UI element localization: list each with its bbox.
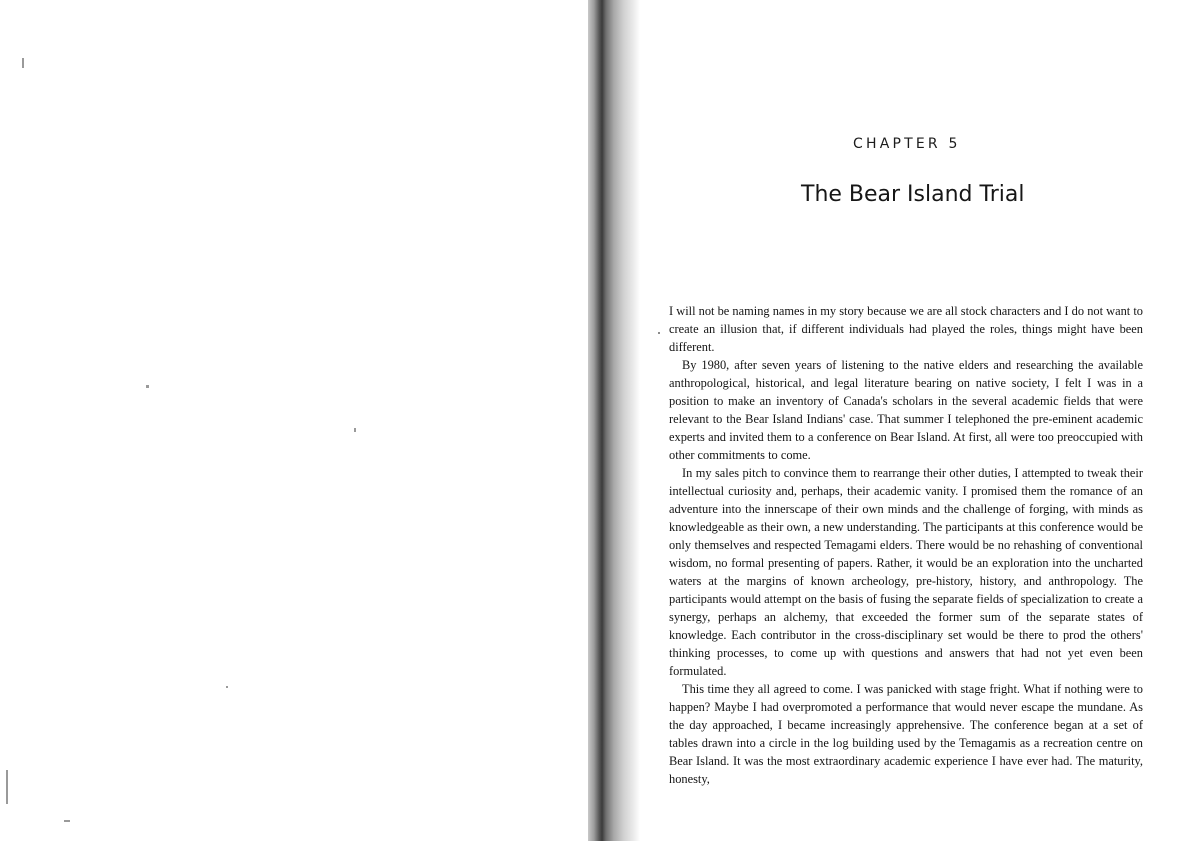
scan-speck (226, 686, 228, 688)
body-paragraph: This time they all agreed to come. I was panicked with stage fright. What if nothing were to happen? Maybe I had overpromoted a performance that would never escape the mundane. As the day approached, I became increasingly apprehensive. The conference began at a set of tables drawn into a circle in the log building used by the Temagamis as a recreation centre on Bear Island. It was the most extraordinary academic experience I have ever had. The maturity, honesty, (669, 682, 1143, 786)
book-gutter-shadow (588, 0, 640, 841)
body-paragraph: I will not be naming names in my story because we are all stock characters and I do not want to create an illusion that, if different individuals had played the roles, things might have been different. (669, 304, 1143, 354)
scan-speck (146, 385, 149, 388)
scan-speck (354, 428, 356, 432)
chapter-label: CHAPTER 5 (853, 136, 961, 152)
scan-speck (64, 820, 70, 822)
scan-speck (22, 58, 24, 68)
chapter-body-text (669, 302, 1143, 788)
body-paragraph: In my sales pitch to convince them to rearrange their other duties, I attempted to tweak their intellectual curiosity and, perhaps, their academic vanity. I promised them the romance of an adventure into the innerscape of their own minds and the challenge of forging, with minds as knowledgeable as their own, a new understanding. The participants at this conference would be only themselves and respected Temagami elders. There would be no rehashing of conventional wisdom, no formal presenting of papers. Rather, it would be an exploration into the uncharted waters at the margins of known archeology, pre-history, history, and anthropology. The participants would attempt on the basis of fusing the separate fields of specialization to create a synergy, perhaps an alchemy, that exceeded the former sum of the separate states of knowledge. Each contributor in the cross-disciplinary set would be there to prod the others' thinking processes, to come up with questions and answers that had not yet even been formulated. (669, 466, 1143, 678)
scan-speck (6, 770, 8, 804)
chapter-title: The Bear Island Trial (801, 182, 1025, 207)
margin-mark (658, 332, 660, 334)
body-paragraph: By 1980, after seven years of listening to the native elders and researching the available anthropological, historical, and legal literature bearing on native society, I felt I was in a position to make an inventory of Canada's scholars in the several academic fields that were relevant to the Bear Island Indians' case. That summer I telephoned the pre-eminent academic experts and invited them to a conference on Bear Island. At first, all were too preoccupied with other commitments to come. (669, 358, 1143, 462)
left-page-blank (0, 0, 590, 841)
